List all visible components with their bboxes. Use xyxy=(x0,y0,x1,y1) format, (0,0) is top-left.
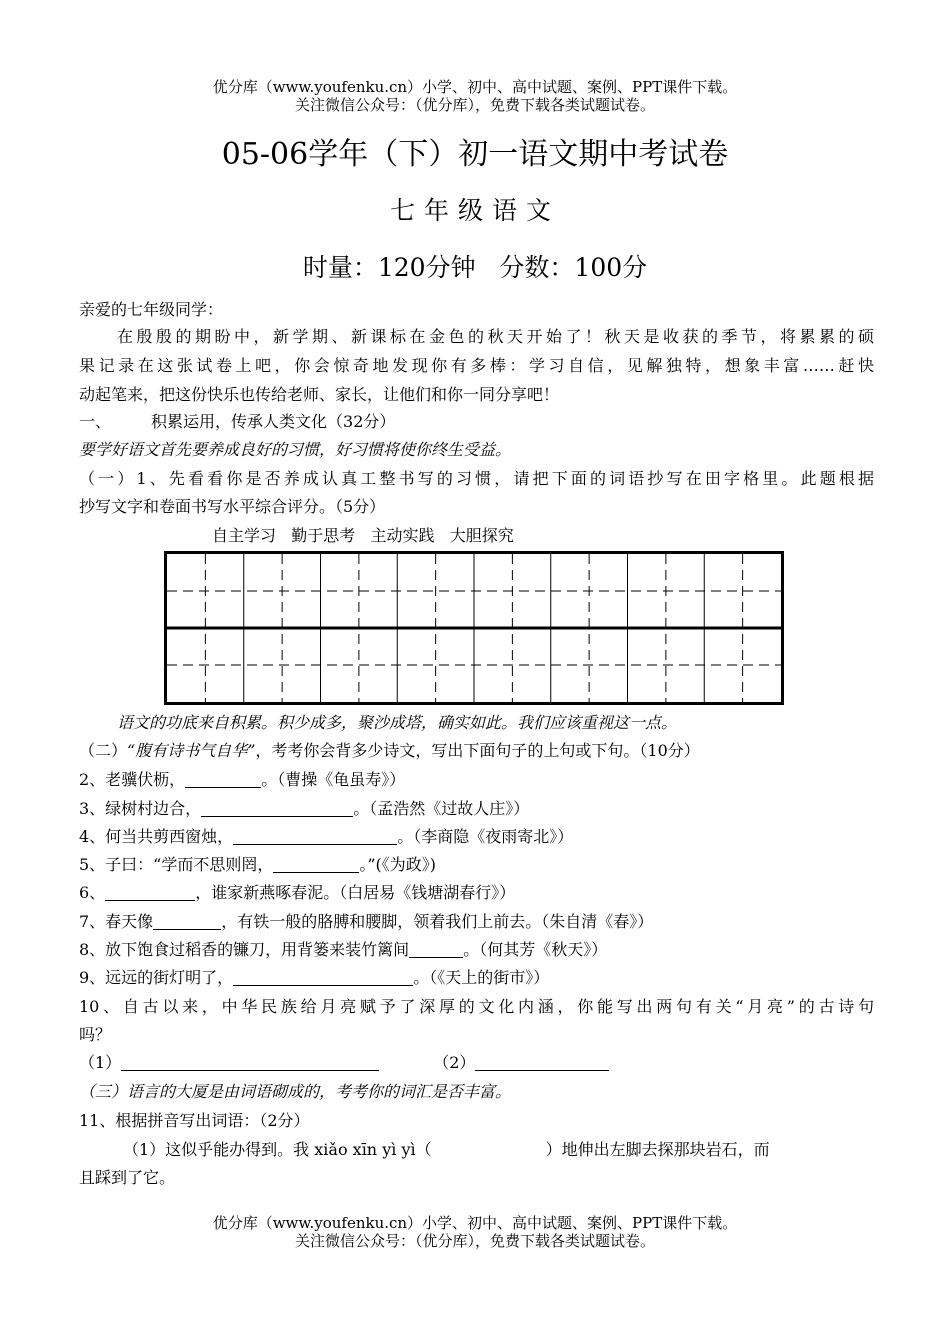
part-2-title xyxy=(79,741,874,761)
question-10-answer-2-label: （2） xyxy=(433,1053,476,1072)
part-2-instruction: ，考考你会背多少诗文，写出下面句子的上句或下句。（10分） xyxy=(255,741,700,760)
q1-words: 自主学习 勤于思考 主动实践 大胆探究 xyxy=(212,526,514,545)
question-10-answer-1-blank[interactable] xyxy=(121,1054,379,1071)
footer-line-1: 优分库（www.youfenku.cn）小学、初中、高中试题、案例、PPT课件下载。 xyxy=(212,1214,738,1232)
question-3-prompt: 3、绿树村边合， xyxy=(79,799,202,818)
question-10-line-1: 10、自古以来，中华民族给月亮赋予了深厚的文化内涵，你能写出两句有关“月亮”的古诗句 xyxy=(79,997,874,1016)
question-8-source: 。（何其芳《秋天》） xyxy=(463,940,608,959)
question-7 xyxy=(79,912,874,932)
question-3-blank[interactable] xyxy=(201,800,353,817)
question-10-line-2: 吗？ xyxy=(79,1025,112,1044)
section-1-motto: 要学好语文首先要养成良好的习惯，好习惯将使你终生受益。 xyxy=(79,440,512,459)
section-1-number: 一、 xyxy=(79,412,112,431)
question-2-blank[interactable] xyxy=(185,771,261,788)
question-10-answer-2-blank[interactable] xyxy=(475,1054,609,1071)
question-5-blank[interactable] xyxy=(273,856,359,873)
question-10-answers xyxy=(79,1053,874,1073)
greeting: 亲爱的七年级同学： xyxy=(79,300,224,319)
question-8-blank[interactable] xyxy=(409,941,463,958)
tianzige-grid-lines xyxy=(167,554,781,702)
intro-line-1: 在殷殷的期盼中，新学期、新课标在金色的秋天开始了！秋天是收获的季节，将累累的硕 xyxy=(117,327,874,346)
question-11-line-2: 且踩到了它。 xyxy=(79,1168,176,1187)
section-1-heading xyxy=(79,412,874,432)
question-6-blank[interactable] xyxy=(105,884,195,901)
part-2-quote: “腹有诗书气自华” xyxy=(127,741,256,760)
question-3 xyxy=(79,799,874,819)
question-4 xyxy=(79,827,874,847)
question-5 xyxy=(79,855,874,875)
question-9-source: 。（《天上的街市》） xyxy=(413,968,550,987)
question-9-prompt: 9、远远的街灯明了， xyxy=(79,968,234,987)
exam-title: 05-06学年（下）初一语文期中考试卷 xyxy=(221,137,729,172)
question-6 xyxy=(79,883,874,903)
part-2-label: （二） xyxy=(79,741,128,760)
question-2-source: 。（曹操《龟虽寿》） xyxy=(261,770,406,789)
header-line-2: 关注微信公众号：（优分库），免费下载各类试题试卷。 xyxy=(294,96,655,114)
question-3-source: 。（孟浩然《过故人庄》） xyxy=(353,799,530,818)
section-1-title: 积累运用，传承人类文化（32分） xyxy=(151,412,396,431)
question-4-source: 。（李商隐《夜雨寄北》） xyxy=(397,827,574,846)
question-11-continuation: ）地伸出左脚去探那块岩石，而 xyxy=(545,1140,770,1159)
question-5-source: 。”(《为政》) xyxy=(359,855,437,874)
question-10-answer-1-label: （1） xyxy=(79,1053,122,1072)
question-8 xyxy=(79,940,874,960)
question-9-blank[interactable] xyxy=(233,969,413,986)
question-7-blank[interactable] xyxy=(153,913,221,930)
part-3-title: （三）语言的大厦是由词语砌成的，考考你的词汇是否丰富。 xyxy=(79,1082,512,1101)
question-11-prompt: （1）这似乎能办得到。我 xiǎo xīn yì yì（ xyxy=(123,1140,432,1159)
q1-line-1: （一）1、先看看你是否养成认真工整书写的习惯，请把下面的词语抄写在田字格里。此题根据 xyxy=(79,469,874,488)
question-7-prompt: 7、春天像 xyxy=(79,912,154,931)
question-6-prompt: 6、 xyxy=(79,883,106,902)
intro-line-2: 果记录在这张试卷上吧，你会惊奇地发现你有多棒：学习自信，见解独特，想象丰富……赶快 xyxy=(79,356,874,375)
q1-line-2: 抄写文字和卷面书写水平综合评分。（5分） xyxy=(79,497,386,516)
question-6-source: ，谁家新燕啄春泥。（白居易《钱塘湖春行》） xyxy=(195,883,516,902)
intro-line-3: 动起笔来，把这份快乐也传给老师、家长，让他们和你一同分享吧！ xyxy=(79,385,560,404)
tianzige-grid[interactable] xyxy=(164,551,784,705)
question-5-prompt: 5、子曰：“学而不思则罔， xyxy=(79,855,274,874)
question-2 xyxy=(79,770,874,790)
time-score: 时量：120分钟 分数：100分 xyxy=(302,253,648,282)
question-4-prompt: 4、何当共剪西窗烛， xyxy=(79,827,234,846)
question-11-title: 11、根据拼音写出词语：（2分） xyxy=(79,1111,310,1130)
question-11-line-1 xyxy=(79,1140,874,1160)
accumulation-motto: 语文的功底来自积累。积少成多，聚沙成塔，确实如此。我们应该重视这一点。 xyxy=(117,713,678,732)
header-line-1: 优分库（www.youfenku.cn）小学、初中、高中试题、案例、PPT课件下载。 xyxy=(212,78,738,96)
exam-subtitle: 七年级语文 xyxy=(389,196,560,225)
question-8-prompt: 8、放下饱食过稻香的镰刀，用背篓来装竹篱间 xyxy=(79,940,410,959)
question-2-prompt: 2、老骥伏枥， xyxy=(79,770,186,789)
question-4-blank[interactable] xyxy=(233,828,397,845)
footer-line-2: 关注微信公众号：（优分库），免费下载各类试题试卷。 xyxy=(294,1232,655,1250)
question-9 xyxy=(79,968,874,988)
question-7-source: ，有铁一般的胳膊和腰脚，领着我们上前去。（朱自清《春》） xyxy=(221,912,654,931)
